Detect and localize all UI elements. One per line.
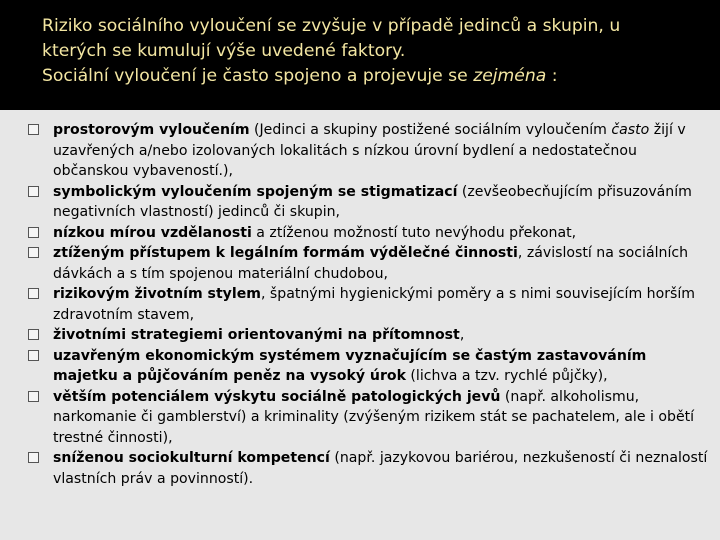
list-item [28,325,708,346]
item-text: (zevšeobecňujícím přisuzováním negativních vlastností) jedinců či skupin, [53,183,692,220]
title-line-3-text: Sociální vyloučení je často spojeno a projevuje se [42,66,474,86]
title-line-3 [42,64,690,89]
bullet-icon [28,227,39,238]
item-bold: symbolickým vyloučením spojeným se stigmatizací [53,183,458,200]
item-text-2: žijí v uzavřených a/nebo izolovaných lokalitách s nízkou úrovní bydlení a nedostatečnou občanskou vybaveností.), [53,122,686,179]
bullet-icon [28,247,39,258]
title-line-3-end: : [546,66,558,86]
bullet-icon [28,329,39,340]
bullet-icon [28,452,39,463]
item-bold: ztíženým přístupem k legálním formám výdělečné činnosti [53,245,518,261]
list-item [28,346,708,387]
item-text: , špatnými hygienickými poměry a s nimi souvisejícím horším zdravotním stavem, [53,286,695,323]
item-text: (např. jazykovou bariérou, nezkušeností či neznalostí vlastních práv a povinností). [53,450,708,487]
bullet-icon [28,288,39,299]
title-line-2: kterých se kumulují výše uvedené faktory. [42,41,406,61]
item-bold: rizikovým životním stylem [53,286,261,302]
item-bold: sníženou sociokulturní kompetencí [53,450,330,466]
list-item [28,448,708,489]
item-italic: často [611,122,650,138]
item-text: (Jedinci a skupiny postižené sociálním vyloučením [249,122,612,138]
title-line-1: Riziko sociálního vyloučení se zvyšuje v případě jedinců a skupin, u [42,16,621,36]
item-bold: životními strategiemi orientovanými na přítomnost [53,327,460,343]
list-item [28,223,708,244]
item-text: (např. alkoholismu, narkomanie či gamblerství) a kriminality (zvýšeným rizikem stát se pachatelem, ale i obětí trestné činnosti), [53,388,695,446]
item-bold: nízkou mírou vzdělanosti [53,224,252,241]
bullet-list [0,110,720,540]
list-item [28,182,708,223]
item-text: (lichva a tzv. rychlé půjčky), [405,368,608,384]
list-item [28,243,708,284]
item-bold: prostorovým vyloučením [53,122,250,138]
bullet-icon [28,186,39,197]
list-item [28,284,708,325]
list-item [28,120,708,182]
item-bold: větším potenciálem výskytu sociálně patologických jevů [53,388,501,405]
item-text: , závislostí na sociálních dávkách a s tím spojenou materiální chudobou, [53,245,689,282]
slide-title [0,0,720,108]
item-text: a ztíženou možností tuto nevýhodu překonat, [251,224,577,241]
item-bold: uzavřeným ekonomickým systémem vyznačujícím se častým zastavováním majetku a půjčováním peněz na vysoký úrok [53,347,647,384]
item-text: , [459,327,465,343]
bullet-icon [28,350,39,361]
list-item [28,387,708,449]
bullet-icon [28,391,39,402]
bullet-icon [28,124,39,135]
title-line-3-emphasis: zejména [473,66,547,86]
